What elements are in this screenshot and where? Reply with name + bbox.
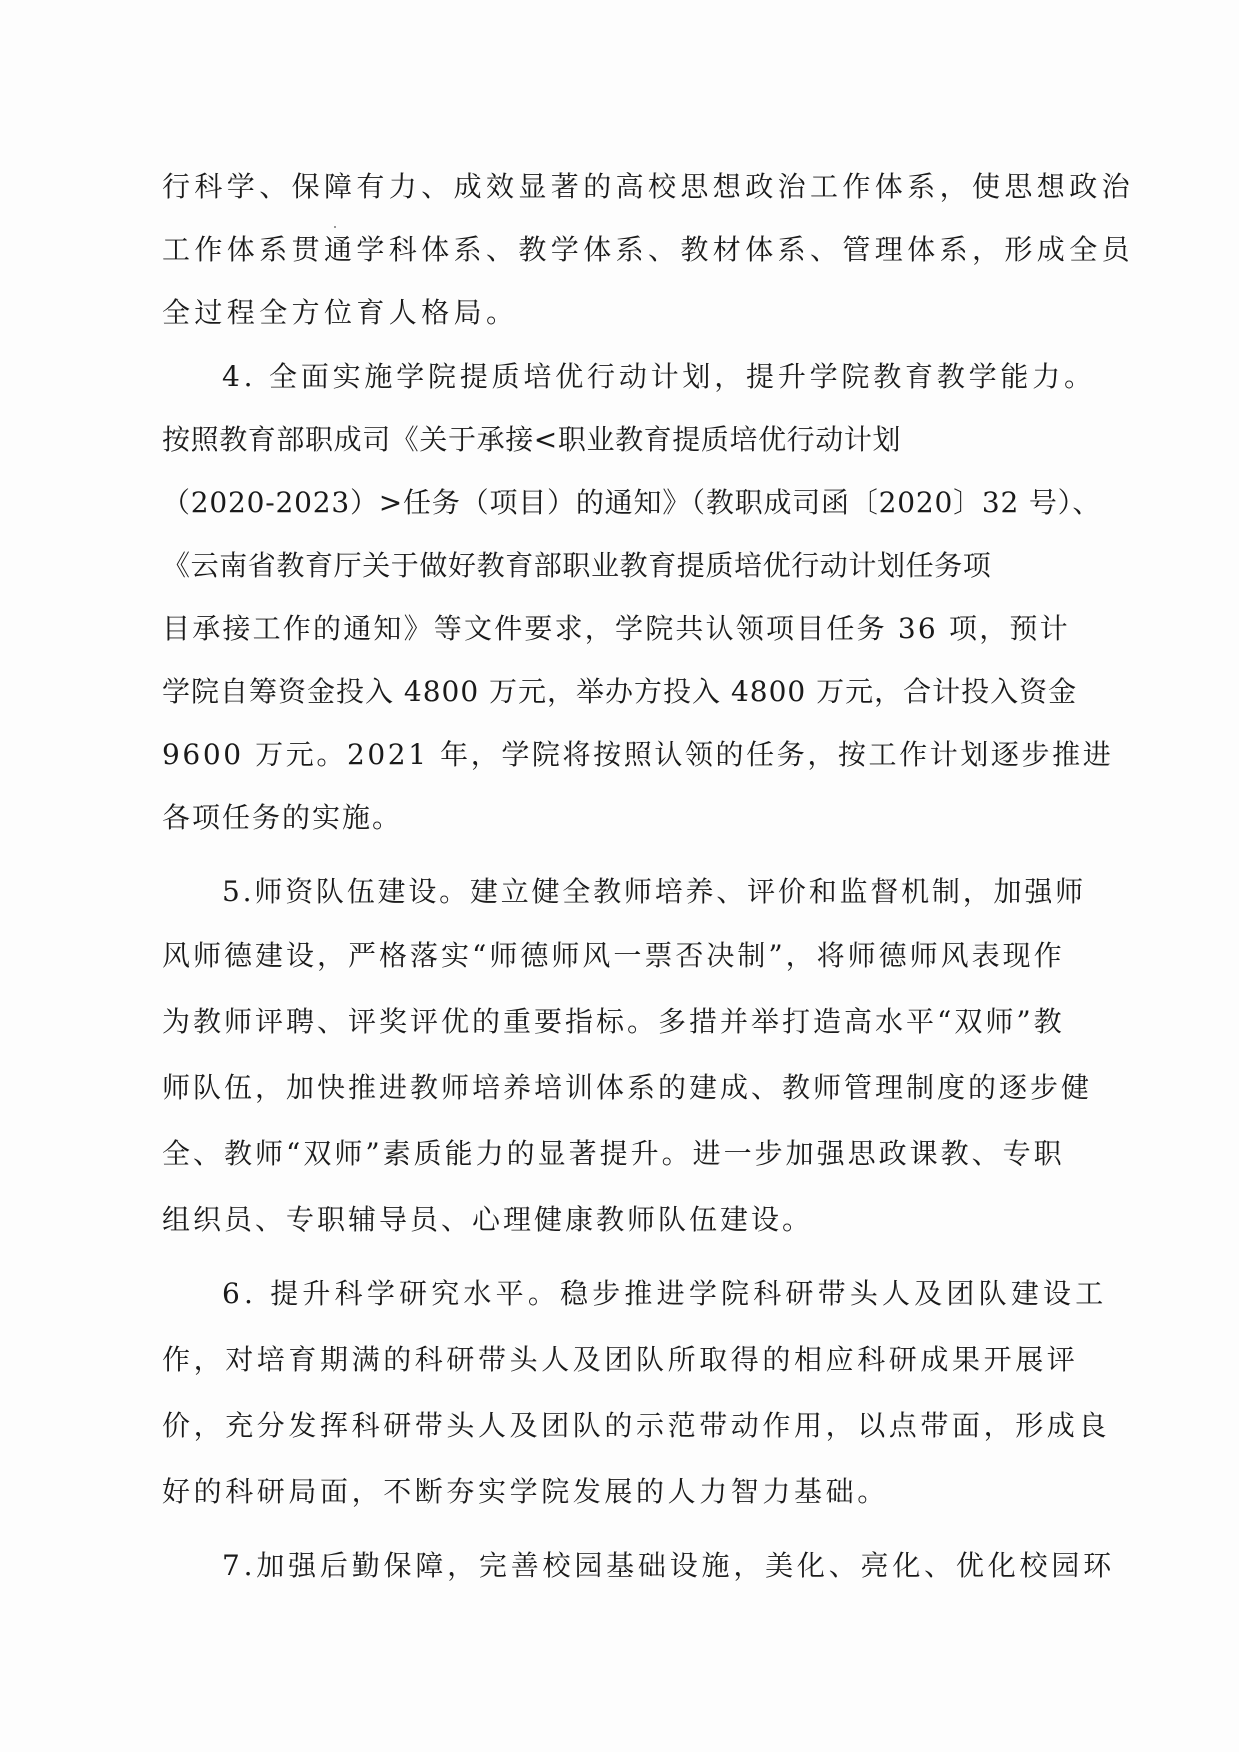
text-line-10-content: 9600 万元。2021 年，学院将按照认领的任务，按工作计划逐步推进 <box>162 738 1114 771</box>
text-line-11-content: 各项任务的实施。 <box>162 801 403 834</box>
text-line-14 <box>0 998 1239 1046</box>
text-line-4 <box>0 353 1239 401</box>
text-line-12 <box>0 868 1239 916</box>
text-line-16-content: 全、教师“双师”素质能力的显著提升。进一步加强思政课教、专职 <box>162 1137 1065 1170</box>
text-line-3 <box>0 289 1239 337</box>
text-line-2 <box>0 226 1239 274</box>
text-line-22-content: 7.加强后勤保障，完善校园基础设施，美化、亮化、优化校园环 <box>222 1549 1115 1582</box>
text-line-18-content: 6. 提升科学研究水平。稳步推进学院科研带头人及团队建设工 <box>222 1277 1108 1310</box>
text-line-9 <box>0 668 1239 716</box>
text-line-13 <box>0 932 1239 980</box>
text-line-13-content: 风师德建设，严格落实“师德师风一票否决制”，将师德师风表现作 <box>162 939 1065 972</box>
text-line-9-content: 学院自筹资金投入 4800 万元，举办方投入 4800 万元，合计投入资金 <box>162 675 1078 708</box>
text-line-11 <box>0 794 1239 842</box>
text-line-5 <box>0 416 1239 464</box>
text-line-12-content: 5.师资队伍建设。建立健全教师培养、评价和监督机制，加强师 <box>222 875 1086 908</box>
text-line-21-content: 好的科研局面，不断夯实学院发展的人力智力基础。 <box>162 1475 889 1508</box>
text-line-19 <box>0 1336 1239 1384</box>
text-line-15 <box>0 1064 1239 1112</box>
text-line-21 <box>0 1468 1239 1516</box>
text-line-18 <box>0 1270 1239 1318</box>
text-line-17-content: 组织员、专职辅导员、心理健康教师队伍建设。 <box>162 1203 814 1236</box>
text-line-10 <box>0 731 1239 779</box>
text-line-8 <box>0 605 1239 653</box>
text-line-5-content: 按照教育部职成司《关于承接<职业教育提质培优行动计划 <box>162 423 902 456</box>
text-line-3-content: 全过程全方位育人格局。 <box>162 296 519 329</box>
text-line-20-content: 价，充分发挥科研带头人及团队的示范带动作用，以点带面，形成良 <box>162 1409 1111 1442</box>
text-line-15-content: 师队伍，加快推进教师培养培训体系的建成、教师管理制度的逐步健 <box>162 1071 1093 1104</box>
text-line-7 <box>0 542 1239 590</box>
text-line-20 <box>0 1402 1239 1450</box>
text-line-22 <box>0 1542 1239 1590</box>
text-line-8-content: 目承接工作的通知》等文件要求，学院共认领项目任务 36 项，预计 <box>162 612 1070 645</box>
text-line-7-content: 《云南省教育厅关于做好教育部职业教育提质培优行动计划任务项 <box>162 549 992 582</box>
text-line-2-content: 工作体系贯通学科体系、教学体系、教材体系、管理体系，形成全员 <box>162 233 1135 266</box>
text-line-4-content: 4. 全面实施学院提质培优行动计划，提升学院教育教学能力。 <box>222 360 1096 393</box>
text-line-1 <box>0 163 1239 211</box>
text-line-17 <box>0 1196 1239 1244</box>
text-line-19-content: 作，对培育期满的科研带头人及团队所取得的相应科研成果开展评 <box>162 1343 1079 1376</box>
text-line-6 <box>0 479 1239 527</box>
text-line-16 <box>0 1130 1239 1178</box>
text-line-14-content: 为教师评聘、评奖评优的重要指标。多措并举打造高水平“双师”教 <box>162 1005 1065 1038</box>
text-line-1-content: 行科学、保障有力、成效显著的高校思想政治工作体系，使思想政治 <box>162 170 1135 203</box>
text-line-6-content: （2020-2023）>任务（项目）的通知》（教职成司函〔2020〕32 号）、 <box>162 486 1102 519</box>
